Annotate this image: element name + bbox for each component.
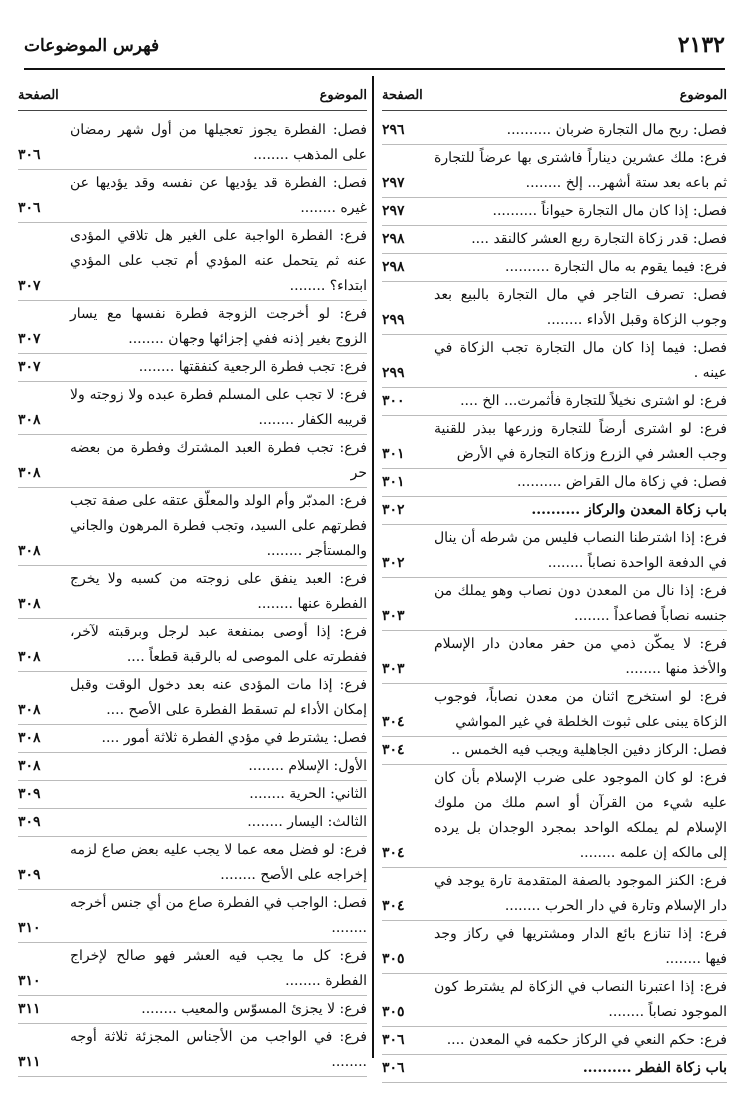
toc-entry [18,354,367,382]
entry-title: فرع: الفطرة الواجبة على الغير هل تلاقي المؤدى عنه ثم يتحمل عنه المؤدي أم تجب على المؤدي ابتداء؟ ........ [70,228,367,294]
toc-entry [382,868,727,921]
entry-title: فصل: الفطرة قد يؤديها عن نفسه وقد يؤديها عن غيره ........ [70,175,367,216]
toc-entry [18,435,367,488]
toc-entry [382,765,727,868]
entry-title: فرع: لو فضل معه عما لا يجب عليه بعض صاع لزمه إخراجه على الأصح ........ [70,842,367,883]
entry-title: فصل: إذا كان مال التجارة حيواناً .......... [492,203,727,219]
entry-page-number: ٢٩٩ [382,365,405,381]
entry-page-number: ٣٠٤ [382,714,405,730]
toc-entry [382,469,727,497]
toc-entry [382,226,727,254]
toc-entry [18,753,367,781]
entry-title: فصل: الفطرة يجوز تعجيلها من أول شهر رمضان على المذهب ........ [70,122,367,163]
entry-page-number: ٣١٠ [18,973,41,989]
entry-title: فصل: يشترط في مؤدي الفطرة ثلاثة أمور .... [101,730,367,746]
entry-title: فرع: حكم النعي في الركاز حكمه في المعدن .... [446,1032,727,1048]
entry-title: فرع: إذا تنازع بائع الدار ومشتريها في ركاز وجد فيها ........ [434,926,727,967]
toc-entry [382,921,727,974]
entry-page-number: ٣٠٨ [18,543,41,559]
entry-title: فصل: تصرف التاجر في مال التجارة بالبيع بعد وجوب الزكاة وقبل الأداء ........ [434,287,727,328]
toc-column-right [382,82,727,1083]
toc-entry [382,1027,727,1055]
topic-header: الموضوع [319,88,367,103]
toc-entry [382,335,727,388]
toc-entry [382,578,727,631]
entry-page-number: ٣٠٦ [18,147,41,163]
entry-title: فرع: لا يمكّن ذمي من حفر معادن دار الإسلام والأخذ منها ........ [434,636,727,677]
toc-entry [18,1024,367,1077]
entry-page-number: ٢٩٦ [382,122,405,138]
toc-entry [18,488,367,566]
toc-entry [18,809,367,837]
header-rule [24,68,725,70]
column-header [18,82,367,111]
entry-title: فصل: ربح مال التجارة ضربان .......... [506,122,727,138]
page-header-label: الصفحة [18,88,59,103]
entry-title: فرع: لا تجب على المسلم فطرة عبده ولا زوجته ولا قريبه الكفار ........ [70,387,367,428]
entry-page-number: ٣٠٨ [18,730,41,746]
entry-page-number: ٢٩٧ [382,203,405,219]
entry-title: فصل: الركاز دفين الجاهلية ويجب فيه الخمس .. [451,742,727,758]
entry-title: فرع: ملك عشرين ديناراً فاشترى بها عرضاً للتجارة ثم باعه بعد ستة أشهر... إلخ ........ [434,150,727,191]
entry-title: فصل: الواجب في الفطرة صاع من أي جنس أخرجه ........ [70,895,367,936]
entry-page-number: ٣٠٦ [18,200,41,216]
entry-title: فرع: العبد ينفق على زوجته من كسبه ولا يخرج الفطرة عنها ........ [70,571,367,612]
toc-entry [382,416,727,469]
toc-entry [382,282,727,335]
entry-title: فصل: في زكاة مال القراض .......... [516,474,727,490]
entry-page-number: ٢٩٨ [382,231,405,247]
toc-entry [18,781,367,809]
entry-page-number: ٣٠٣ [382,661,405,677]
column-header [382,82,727,111]
toc-entry [18,117,367,170]
entry-title: الأول: الإسلام ........ [248,758,367,774]
toc-entry [18,943,367,996]
entry-page-number: ٣٠٧ [18,331,41,347]
entry-page-number: ٣٠٨ [18,465,41,481]
entry-page-number: ٣٠٩ [18,814,41,830]
toc-entry [18,890,367,943]
toc-entry [382,525,727,578]
entry-title: فرع: لو اشترى نخيلاً للتجارة فأثمرت... الخ .... [460,393,727,409]
entry-title: فرع: الكنز الموجود بالصفة المتقدمة تارة يوجد في دار الإسلام وتارة في دار الحرب ........ [434,873,727,914]
toc-entry [18,170,367,223]
entry-page-number: ٣٠٩ [18,867,41,883]
entry-page-number: ٣٠٥ [382,1004,405,1020]
entry-title: فرع: في الواجب من الأجناس المجزئة ثلاثة أوجه ........ [70,1029,367,1070]
toc-column-left [18,82,367,1077]
entry-title: فصل: قدر زكاة التجارة ربع العشر كالنقد .... [471,231,727,247]
toc-entry [382,737,727,765]
toc-entry [382,974,727,1027]
entry-title: باب زكاة المعدن والركاز .......... [531,502,727,518]
entry-title: فرع: المدبّر وأم الولد والمعلّق عتقه على صفة تجب فطرتهم على السيد، وتجب فطرة المرهون والجاني والمستأجر ........ [70,493,367,559]
toc-entry [18,223,367,301]
toc-entry [18,672,367,725]
toc-entry [382,388,727,416]
entry-page-number: ٣٠٨ [18,758,41,774]
entry-title: الثاني: الحرية ........ [249,786,367,802]
entry-title: فرع: إذا مات المؤدى عنه بعد دخول الوقت وقبل إمكان الأداء لم تسقط الفطرة على الأصح .... [70,677,367,718]
entry-title: باب زكاة الفطر .......... [582,1060,727,1076]
entry-title: فرع: إذا اعتبرنا النصاب في الزكاة لم يشترط كون الموجود نصاباً ........ [434,979,727,1020]
toc-entry [382,684,727,737]
toc-entry [382,497,727,525]
toc-entry [382,117,727,145]
toc-entry [382,254,727,282]
entry-title: فرع: كل ما يجب فيه العشر فهو صالح لإخراج الفطرة ........ [70,948,367,989]
entry-title: فصل: فيما إذا كان مال التجارة تجب الزكاة في عينه . [434,340,727,381]
entry-title: فرع: تجب فطرة الرجعية كنفقتها ........ [138,359,367,375]
toc-entry [382,145,727,198]
entry-page-number: ٣٠٤ [382,898,405,914]
entry-title: فرع: إذا أوصى بمنفعة عبد لرجل وبرقبته لآخر، ففطرته على الموصى له بالرقبة قطعاً .... [70,624,367,665]
entry-title: فرع: لو كان الموجود على ضرب الإسلام بأن كان عليه شيء من القرآن أو اسم ملك من ملوك الإسلام لم يملكه الواحد بمجرد الوجدان بل يرده إلى مالكه إن علمه ........ [434,770,727,861]
toc-entry [382,1055,727,1083]
entry-page-number: ٣١١ [18,1054,41,1070]
entry-page-number: ٣٠٤ [382,742,405,758]
running-title: فهرس الموضوعات [24,36,160,56]
toc-entry [18,382,367,435]
entry-page-number: ٣٠٢ [382,555,405,571]
toc-entry [18,996,367,1024]
entry-page-number: ٣١٠ [18,920,41,936]
entry-title: فرع: إذا نال من المعدن دون نصاب وهو يملك من جنسه نصاباً فصاعداً ........ [434,583,727,624]
toc-entry [18,725,367,753]
page-header [24,32,725,64]
entry-page-number: ٢٩٧ [382,175,405,191]
entry-page-number: ٣٠٤ [382,845,405,861]
entry-title: فرع: إذا اشترطنا النصاب فليس من شرطه أن ينال في الدفعة الواحدة نصاباً ........ [434,530,727,571]
entry-title: الثالث: اليسار ........ [247,814,367,830]
entry-title: فرع: فيما يقوم به مال التجارة .......... [505,259,727,275]
entry-page-number: ٣٠٨ [18,702,41,718]
toc-entry [382,198,727,226]
entry-page-number: ٣٠٠ [382,393,405,409]
entry-page-number: ٣١١ [18,1001,41,1017]
toc-entry [382,631,727,684]
entry-page-number: ٢٩٨ [382,259,405,275]
entry-page-number: ٣٠٦ [382,1032,405,1048]
toc-entry [18,619,367,672]
toc-entry [18,301,367,354]
entry-page-number: ٣٠٩ [18,786,41,802]
entry-page-number: ٣٠٧ [18,278,41,294]
entry-title: فرع: لا يجزئ المسوّس والمعيب ........ [141,1001,367,1017]
entry-page-number: ٣٠٨ [18,596,41,612]
toc-entry [18,837,367,890]
entry-page-number: ٣٠٥ [382,951,405,967]
entry-page-number: ٣٠١ [382,446,405,462]
entry-page-number: ٣٠٢ [382,502,405,518]
page-header-label: الصفحة [382,88,423,103]
toc-entry [18,566,367,619]
entry-page-number: ٢٩٩ [382,312,405,328]
entry-title: فرع: لو اشترى أرضاً للتجارة وزرعها ببذر للقنية وجب العشر في الزرع وزكاة التجارة في الأرض [434,421,727,462]
entry-page-number: ٣٠١ [382,474,405,490]
entry-title: فرع: لو أخرجت الزوجة فطرة نفسها مع يسار الزوج بغير إذنه ففي إجزائها وجهان ........ [70,306,367,347]
entry-page-number: ٣٠٣ [382,608,405,624]
entry-page-number: ٣٠٦ [382,1060,405,1076]
topic-header: الموضوع [679,88,727,103]
entry-page-number: ٣٠٨ [18,412,41,428]
entry-page-number: ٣٠٧ [18,359,41,375]
entry-title: فرع: لو استخرج اثنان من معدن نصاباً، فوجوب الزكاة يبنى على ثبوت الخلطة في غير المواشي [434,689,727,730]
column-divider [372,76,374,1058]
entry-title: فرع: تجب فطرة العبد المشترك وفطرة من بعضه حر [70,440,367,481]
page-number: ٢١٣٢ [677,32,725,58]
entry-page-number: ٣٠٨ [18,649,41,665]
